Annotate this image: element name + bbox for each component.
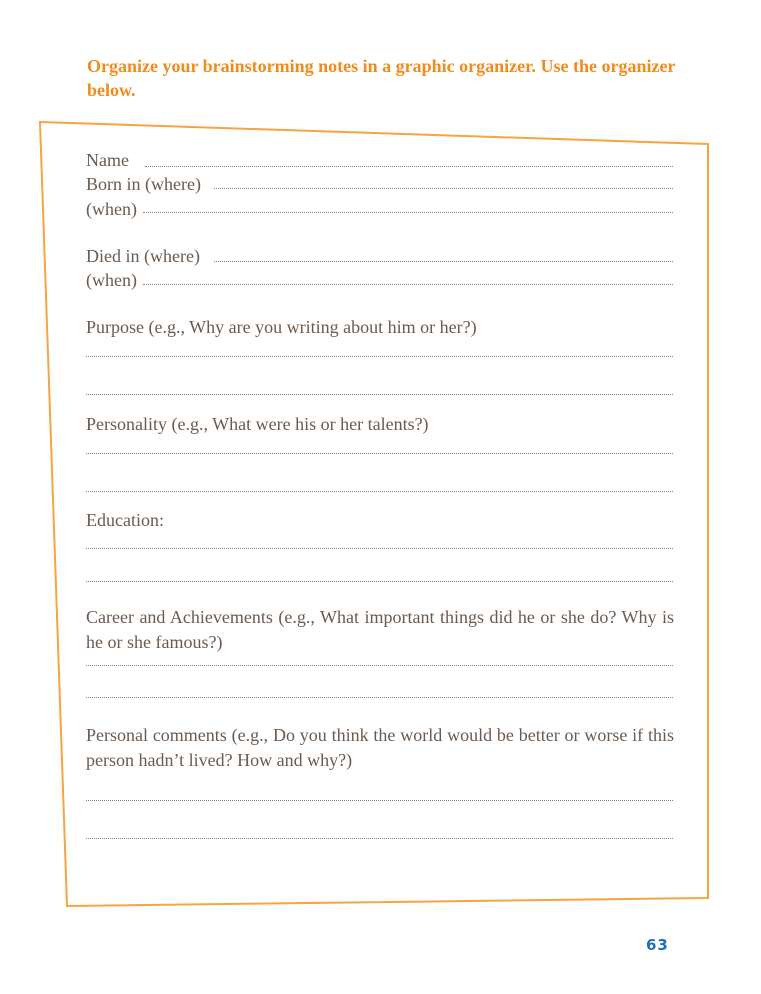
personality-line-2[interactable]: [86, 491, 673, 492]
born-where-line[interactable]: [214, 188, 673, 189]
page-number: 63: [646, 936, 669, 954]
purpose-label: Purpose (e.g., Why are you writing about him or her?): [86, 317, 477, 337]
born-where-label: Born in (where): [86, 174, 201, 194]
instruction-text: Organize your brainstorming notes in a graphic organizer. Use the organizer below.: [87, 56, 676, 100]
purpose-line-1[interactable]: [86, 356, 673, 357]
career-line-1[interactable]: [86, 665, 673, 666]
education-line-1[interactable]: [86, 548, 673, 549]
died-where-label: Died in (where): [86, 246, 200, 266]
comments-line-1[interactable]: [86, 800, 673, 801]
career-label: Career and Achievements (e.g., What important things did he or she do? Why is he or she famous?): [86, 607, 674, 652]
career-line-2[interactable]: [86, 697, 673, 698]
purpose-line-2[interactable]: [86, 394, 673, 395]
born-when-line[interactable]: [143, 212, 673, 213]
education-line-2[interactable]: [86, 581, 673, 582]
name-line[interactable]: [145, 166, 673, 167]
comments-line-2[interactable]: [86, 838, 673, 839]
personality-line-1[interactable]: [86, 453, 673, 454]
died-when-line[interactable]: [143, 284, 673, 285]
died-where-line[interactable]: [214, 261, 673, 262]
comments-label: Personal comments (e.g., Do you think the world would be better or worse if this person hadn’t lived? How and why?): [86, 725, 674, 770]
born-when-label: (when): [86, 199, 137, 219]
name-label: Name: [86, 150, 129, 170]
died-when-label: (when): [86, 270, 137, 290]
personality-label: Personality (e.g., What were his or her talents?): [86, 414, 429, 434]
education-label: Education:: [86, 510, 164, 530]
